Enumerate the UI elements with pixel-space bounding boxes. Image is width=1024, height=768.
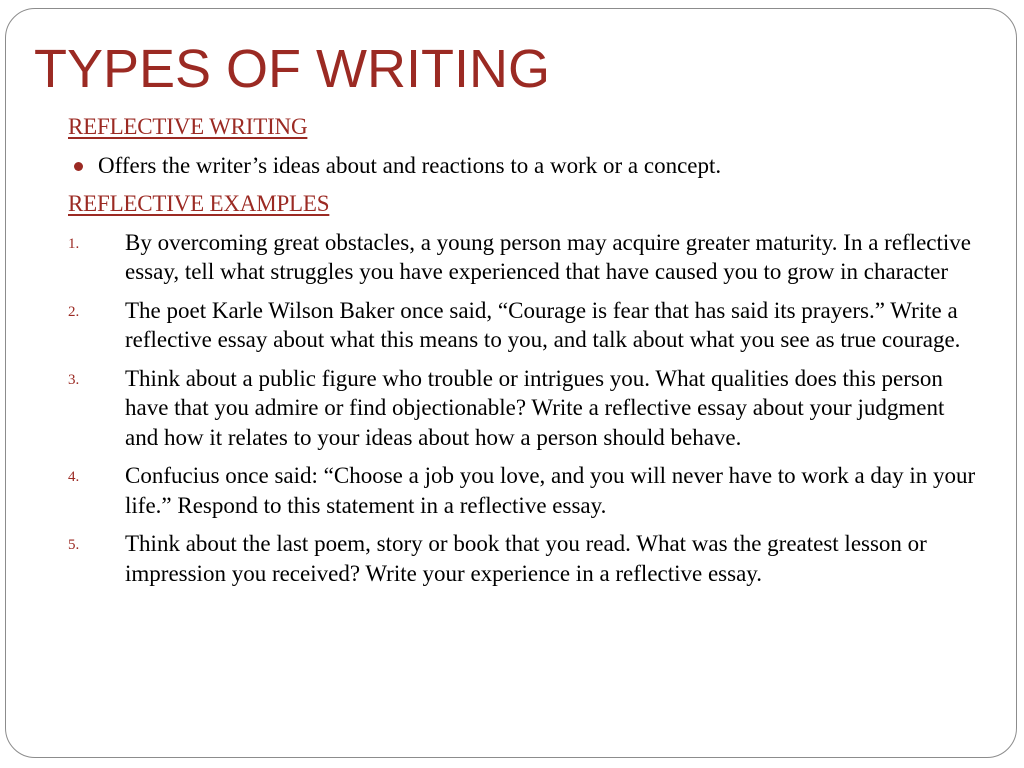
- list-number: 3.: [68, 371, 80, 388]
- examples-list: [68, 228, 978, 589]
- example-text: Confucius once said: “Choose a job you love, and you will never have to work a day in your life.” Respond to this statement in a reflective essay.: [125, 463, 976, 518]
- reflective-writing-heading: REFLECTIVE WRITING: [68, 114, 308, 139]
- example-item-3: [68, 364, 978, 453]
- example-text: Think about the last poem, story or book that you read. What was the greatest lesson or impression you received? Write your experience in a reflective essay.: [125, 531, 927, 586]
- definition-text: Offers the writer’s ideas about and reactions to a work or a concept.: [98, 152, 722, 178]
- definition-bullet: [68, 151, 978, 181]
- example-text: The poet Karle Wilson Baker once said, “Courage is fear that has said its prayers.” Write a reflective essay about what this means to you, and talk about what you see as true courage.: [125, 297, 961, 352]
- slide-frame: [5, 8, 1017, 758]
- example-text: Think about a public figure who trouble or intrigues you. What qualities does this person have that you admire or find objectionable? Write a reflective essay about your judgment and how it relates to your ideas about how a person should behave.: [125, 365, 945, 450]
- example-item-1: [68, 228, 978, 287]
- list-number: 1.: [68, 235, 80, 252]
- example-item-2: [68, 296, 978, 355]
- slide-title: TYPES OF WRITING: [34, 39, 551, 99]
- slide-content: [68, 112, 978, 597]
- example-item-5: [68, 529, 978, 588]
- list-number: 2.: [68, 303, 80, 320]
- example-text: By overcoming great obstacles, a young person may acquire greater maturity. In a reflective essay, tell what struggles you have experienced that have caused you to grow in character: [125, 229, 971, 284]
- reflective-examples-heading: REFLECTIVE EXAMPLES: [68, 191, 330, 216]
- bullet-dot-icon: [74, 162, 83, 171]
- list-number: 4.: [68, 469, 80, 485]
- example-item-4: [68, 461, 978, 520]
- list-number: 5.: [68, 537, 80, 553]
